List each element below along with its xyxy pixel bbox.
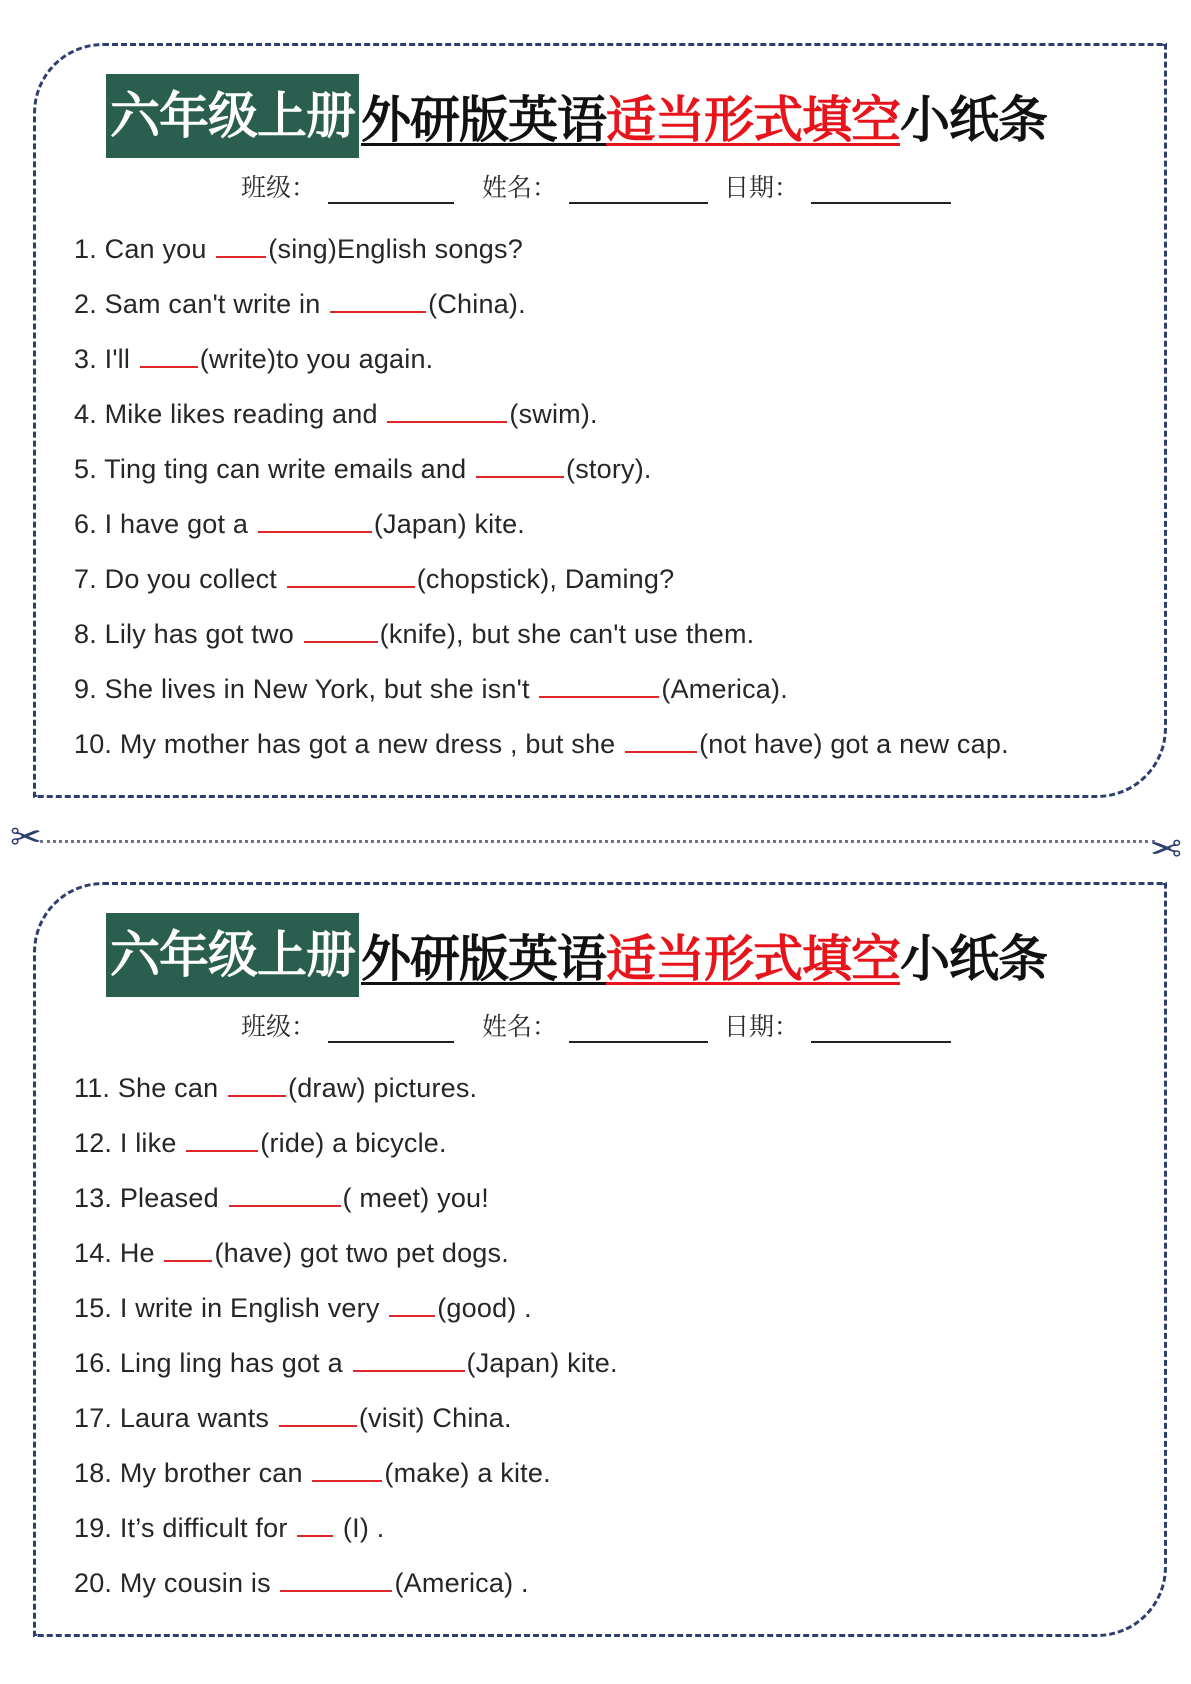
title-suffix: 小纸条: [900, 91, 1047, 149]
question-item: [74, 222, 1009, 277]
question-text-after: (have) got two pet dogs.: [214, 1238, 509, 1268]
title-suffix: 小纸条: [900, 930, 1047, 988]
question-list: [74, 1061, 618, 1611]
worksheet-card-2: [33, 882, 1167, 1637]
answer-blank[interactable]: [476, 446, 564, 478]
question-list: [74, 222, 1009, 772]
question-text-before: 6. I have got a: [74, 509, 256, 539]
answer-blank[interactable]: [229, 1175, 341, 1207]
question-item: [74, 1336, 618, 1391]
question-text-after: (make) a kite.: [384, 1458, 551, 1488]
date-blank[interactable]: [811, 1015, 951, 1043]
question-text-after: (chopstick), Daming?: [416, 564, 675, 594]
question-text-before: 4. Mike likes reading and: [74, 399, 386, 429]
question-text-before: 1. Can you: [74, 234, 215, 264]
question-text-before: 10. My mother has got a new dress , but she: [74, 729, 624, 759]
answer-blank[interactable]: [279, 1395, 357, 1427]
title-grade: 六年级上册: [106, 74, 359, 158]
question-item: [74, 1226, 618, 1281]
date-field[interactable]: [724, 168, 951, 204]
answer-blank[interactable]: [304, 611, 378, 643]
question-item: [74, 1391, 618, 1446]
question-text-after: (visit) China.: [358, 1403, 512, 1433]
answer-blank[interactable]: [228, 1065, 286, 1097]
class-label: 班级：: [241, 1012, 317, 1041]
student-info-row: [241, 1007, 951, 1043]
name-field[interactable]: [482, 1007, 708, 1043]
question-text-after: (Japan) kite.: [466, 1348, 618, 1378]
question-item: [74, 1116, 618, 1171]
answer-blank[interactable]: [312, 1450, 382, 1482]
answer-blank[interactable]: [164, 1230, 212, 1262]
question-item: [74, 662, 1009, 717]
question-text-before: 14. He: [74, 1238, 163, 1268]
name-blank[interactable]: [569, 176, 708, 204]
worksheet-card-1: [33, 43, 1167, 798]
answer-blank[interactable]: [297, 1505, 333, 1537]
name-blank[interactable]: [569, 1015, 708, 1043]
question-text-before: 18. My brother can: [74, 1458, 311, 1488]
title-grade: 六年级上册: [106, 913, 359, 997]
date-label: 日期：: [724, 1012, 800, 1041]
question-item: [74, 387, 1009, 442]
question-text-before: 11. She can: [74, 1073, 227, 1103]
question-item: [74, 1061, 618, 1116]
answer-blank[interactable]: [387, 391, 507, 423]
question-text-after: (ride) a bicycle.: [260, 1128, 447, 1158]
question-item: [74, 277, 1009, 332]
answer-blank[interactable]: [280, 1560, 392, 1592]
answer-blank[interactable]: [186, 1120, 258, 1152]
question-text-after: (good) .: [437, 1293, 532, 1323]
question-item: [74, 1501, 618, 1556]
student-info-row: [241, 168, 951, 204]
question-text-after: (sing)English songs?: [268, 234, 523, 264]
question-text-before: 16. Ling ling has got a: [74, 1348, 351, 1378]
question-text-after: (America) .: [394, 1568, 529, 1598]
worksheet-title: [106, 913, 1047, 997]
question-item: [74, 442, 1009, 497]
question-item: [74, 552, 1009, 607]
question-text-after: (write)to you again.: [199, 344, 434, 374]
answer-blank[interactable]: [389, 1285, 435, 1317]
question-text-before: 13. Pleased: [74, 1183, 227, 1213]
date-field[interactable]: [724, 1007, 951, 1043]
question-text-after: (story).: [566, 454, 652, 484]
question-item: [74, 1281, 618, 1336]
cut-line: [40, 840, 1155, 843]
question-text-before: 20. My cousin is: [74, 1568, 279, 1598]
question-text-before: 12. I like: [74, 1128, 185, 1158]
date-blank[interactable]: [811, 176, 951, 204]
question-text-after: (not have) got a new cap.: [699, 729, 1009, 759]
question-text-before: 5. Ting ting can write emails and: [74, 454, 475, 484]
question-item: [74, 497, 1009, 552]
answer-blank[interactable]: [353, 1340, 465, 1372]
date-label: 日期：: [724, 173, 800, 202]
question-text-after: (America).: [661, 674, 788, 704]
question-item: [74, 1556, 618, 1611]
question-item: [74, 607, 1009, 662]
question-item: [74, 1446, 618, 1501]
question-text-after: (I) .: [335, 1513, 385, 1543]
question-item: [74, 717, 1009, 772]
answer-blank[interactable]: [140, 336, 198, 368]
question-text-before: 8. Lily has got two: [74, 619, 302, 649]
name-field[interactable]: [482, 168, 708, 204]
name-label: 姓名：: [482, 1012, 558, 1041]
scissors-icon: ✂: [1150, 827, 1182, 871]
question-text-before: 17. Laura wants: [74, 1403, 277, 1433]
question-text-before: 3. I'll: [74, 344, 138, 374]
question-item: [74, 332, 1009, 387]
answer-blank[interactable]: [216, 226, 266, 258]
answer-blank[interactable]: [539, 666, 659, 698]
answer-blank[interactable]: [330, 281, 426, 313]
class-field[interactable]: [241, 1007, 454, 1043]
answer-blank[interactable]: [258, 501, 372, 533]
title-publisher: 外研版英语: [361, 91, 606, 149]
answer-blank[interactable]: [625, 721, 697, 753]
scissors-icon: ✂: [10, 815, 42, 859]
question-text-after: (knife), but she can't use them.: [379, 619, 755, 649]
question-text-after: ( meet) you!: [342, 1183, 489, 1213]
title-publisher: 外研版英语: [361, 930, 606, 988]
class-blank[interactable]: [328, 176, 454, 204]
class-label: 班级：: [241, 173, 317, 202]
question-text-after: (China).: [428, 289, 526, 319]
name-label: 姓名：: [482, 173, 558, 202]
class-blank[interactable]: [328, 1015, 454, 1043]
question-text-after: (draw) pictures.: [288, 1073, 478, 1103]
question-text-after: (swim).: [509, 399, 598, 429]
question-text-before: 15. I write in English very: [74, 1293, 388, 1323]
question-text-before: 7. Do you collect: [74, 564, 285, 594]
question-text-before: 19. It’s difficult for: [74, 1513, 296, 1543]
question-text-before: 9. She lives in New York, but she isn't: [74, 674, 538, 704]
class-field[interactable]: [241, 168, 454, 204]
question-item: [74, 1171, 618, 1226]
title-topic: 适当形式填空: [606, 930, 900, 988]
answer-blank[interactable]: [287, 556, 415, 588]
question-text-before: 2. Sam can't write in: [74, 289, 329, 319]
worksheet-title: [106, 74, 1047, 158]
question-text-after: (Japan) kite.: [373, 509, 525, 539]
title-topic: 适当形式填空: [606, 91, 900, 149]
